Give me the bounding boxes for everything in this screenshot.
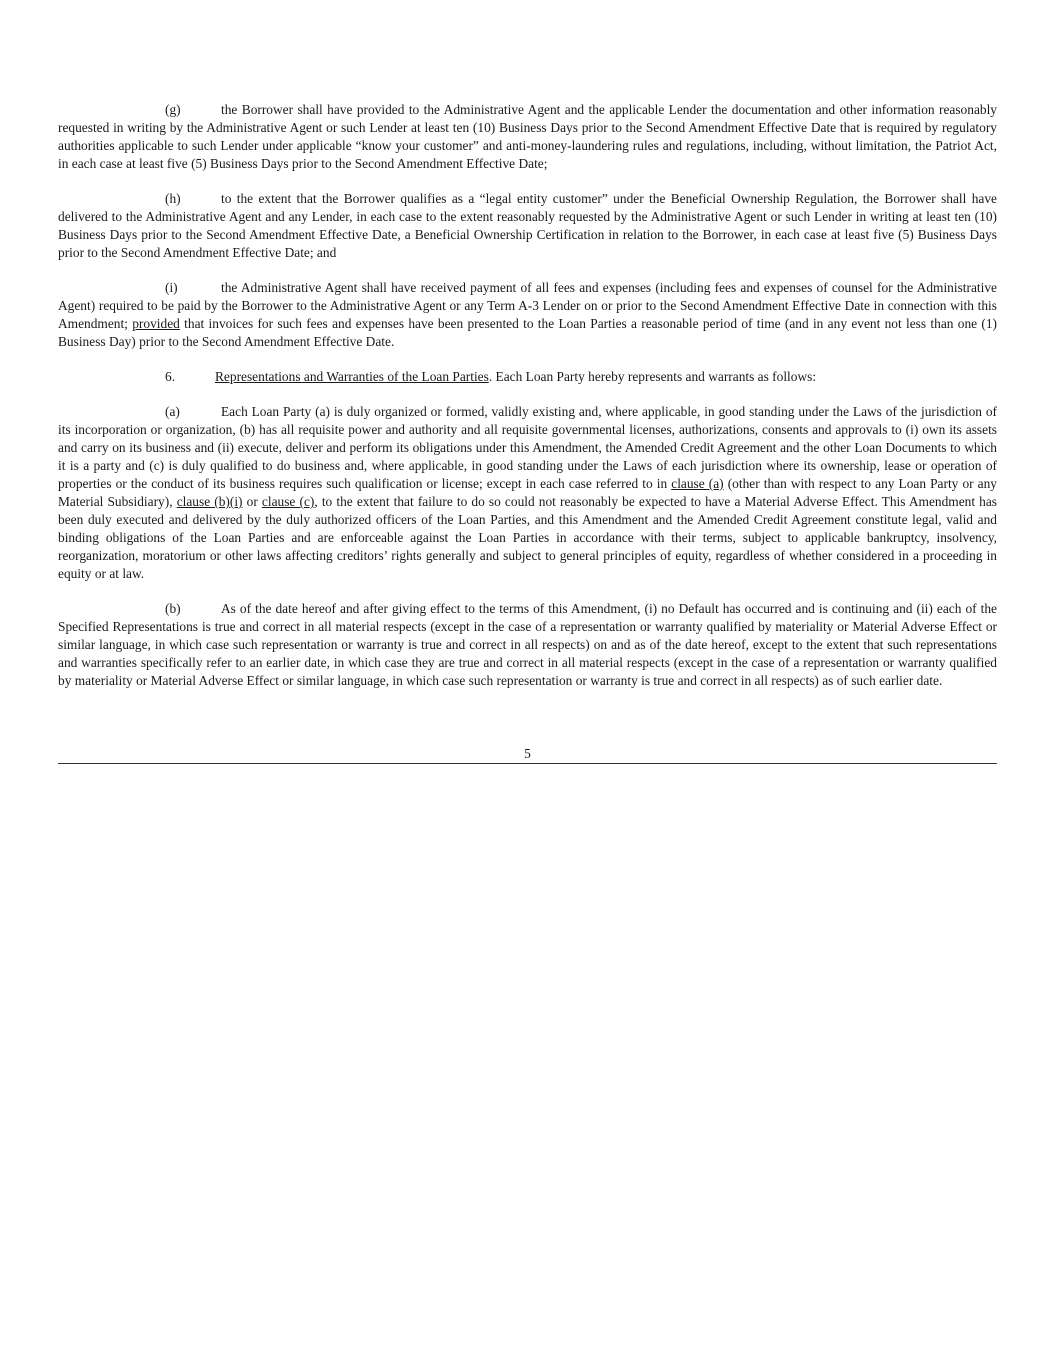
paragraph-h — [58, 190, 997, 262]
paragraph-text: (other than with respect to any Loan Party or any Material Subsidiary), — [58, 476, 997, 509]
paragraph-text: to the extent that the Borrower qualifies as a “legal entity customer” under the Beneficial Ownership Regulation, the Borrower shall have delivered to the Administrative Agent and any Lender, in each case to the extent reasonably requested by the Administrative Agent or such Lender in writing at least ten (10) Business Days prior to the Second Amendment Effective Date, a Beneficial Ownership Certification in relation to the Borrower, in each case at least five (5) Business Days prior to the Second Amendment Effective Date; and — [58, 191, 997, 260]
paragraph-b — [58, 600, 997, 690]
footer-divider — [58, 763, 997, 764]
paragraph-label: (b) — [165, 601, 181, 616]
document-page — [58, 101, 997, 707]
paragraph-text: As of the date hereof and after giving effect to the terms of this Amendment, (i) no Default has occurred and is continuing and (ii) each of the Specified Representations is true and correct in all material respects (except in the case of a representation or warranty qualified by materiality or Material Adverse Effect or similar language, in which case such representation or warranty is true and correct in all respects) on and as of the date hereof, except to the extent that such representations and warranties specifically refer to an earlier date, in which case they are true and correct in all material respects (except in the case of a representation or warranty qualified by materiality or Material Adverse Effect or similar language, in which case such representation or warranty is true and correct in all respects) as of such earlier date. — [58, 601, 997, 688]
paragraph-i — [58, 279, 997, 351]
clause-bi-reference: clause (b)(i) — [176, 494, 243, 509]
page-number: 5 — [524, 746, 531, 761]
paragraph-g — [58, 101, 997, 173]
section-title: Representations and Warranties of the Loan Parties — [215, 369, 489, 384]
section-number: 6. — [165, 369, 176, 384]
section-text: . Each Loan Party hereby represents and warrants as follows: — [488, 369, 817, 384]
section-6-heading — [58, 368, 997, 386]
paragraph-a — [58, 403, 997, 583]
or-text: or — [246, 494, 258, 509]
paragraph-text: , to the extent that failure to do so could not reasonably be expected to have a Material Adverse Effect. This Amendment has been duly executed and delivered by the duly authorized officers of the Loan Parties, and this Amendment and the Amended Credit Agreement constitute legal, valid and binding obligations of the Loan Parties and are enforceable against the Loan Parties in accordance with their terms, subject to applicable bankruptcy, insolvency, reorganization, moratorium or other laws affecting creditors’ rights generally and subject to general principles of equity, regardless of whether considered in a proceeding in equity or at law. — [58, 494, 998, 581]
clause-c-reference: clause (c) — [261, 494, 315, 509]
paragraph-label: (h) — [165, 191, 181, 206]
paragraph-text: the Borrower shall have provided to the Administrative Agent and the applicable Lender the documentation and other information reasonably requested in writing by the Administrative Agent or such Lender at least ten (10) Business Days prior to the Second Amendment Effective Date that is required by regulatory authorities applicable to such Lender under applicable “know your customer” and anti-money-laundering rules and regulations, including, without limitation, the Patriot Act, in each case at least five (5) Business Days prior to the Second Amendment Effective Date; — [58, 102, 997, 171]
paragraph-text: that invoices for such fees and expenses have been presented to the Loan Parties a reasonable period of time (and in any event not less than one (1) Business Day) prior to the Second Amendment Effective Date. — [58, 316, 998, 349]
paragraph-text: the Administrative Agent shall have received payment of all fees and expenses (including fees and expenses of counsel for the Administrative Agent) required to be paid by the Borrower to the Administrative Agent or any Term A-3 Lender on or prior to the Second Amendment Effective Date in connection with this Amendment; — [58, 280, 997, 331]
paragraph-label: (g) — [165, 102, 181, 117]
provided-term: provided — [132, 316, 180, 331]
clause-a-reference: clause (a) — [671, 476, 724, 491]
paragraph-label: (a) — [165, 404, 180, 419]
paragraph-label: (i) — [165, 280, 178, 295]
paragraph-text: Each Loan Party (a) is duly organized or formed, validly existing and, where applicable, in good standing under the Laws of the jurisdiction of its incorporation or organization, (b) has all requisite power and authority and all requisite governmental licenses, authorizations, consents and approvals to (i) own its assets and carry on its business and (ii) execute, deliver and perform its obligations under this Amendment, the Amended Credit Agreement and the other Loan Documents to which it is a party and (c) is duly qualified to do business and, where applicable, in good standing under the Laws of each jurisdiction where its ownership, lease or operation of properties or the conduct of its business requires such qualification or license; except in each case referred to in — [58, 404, 997, 491]
